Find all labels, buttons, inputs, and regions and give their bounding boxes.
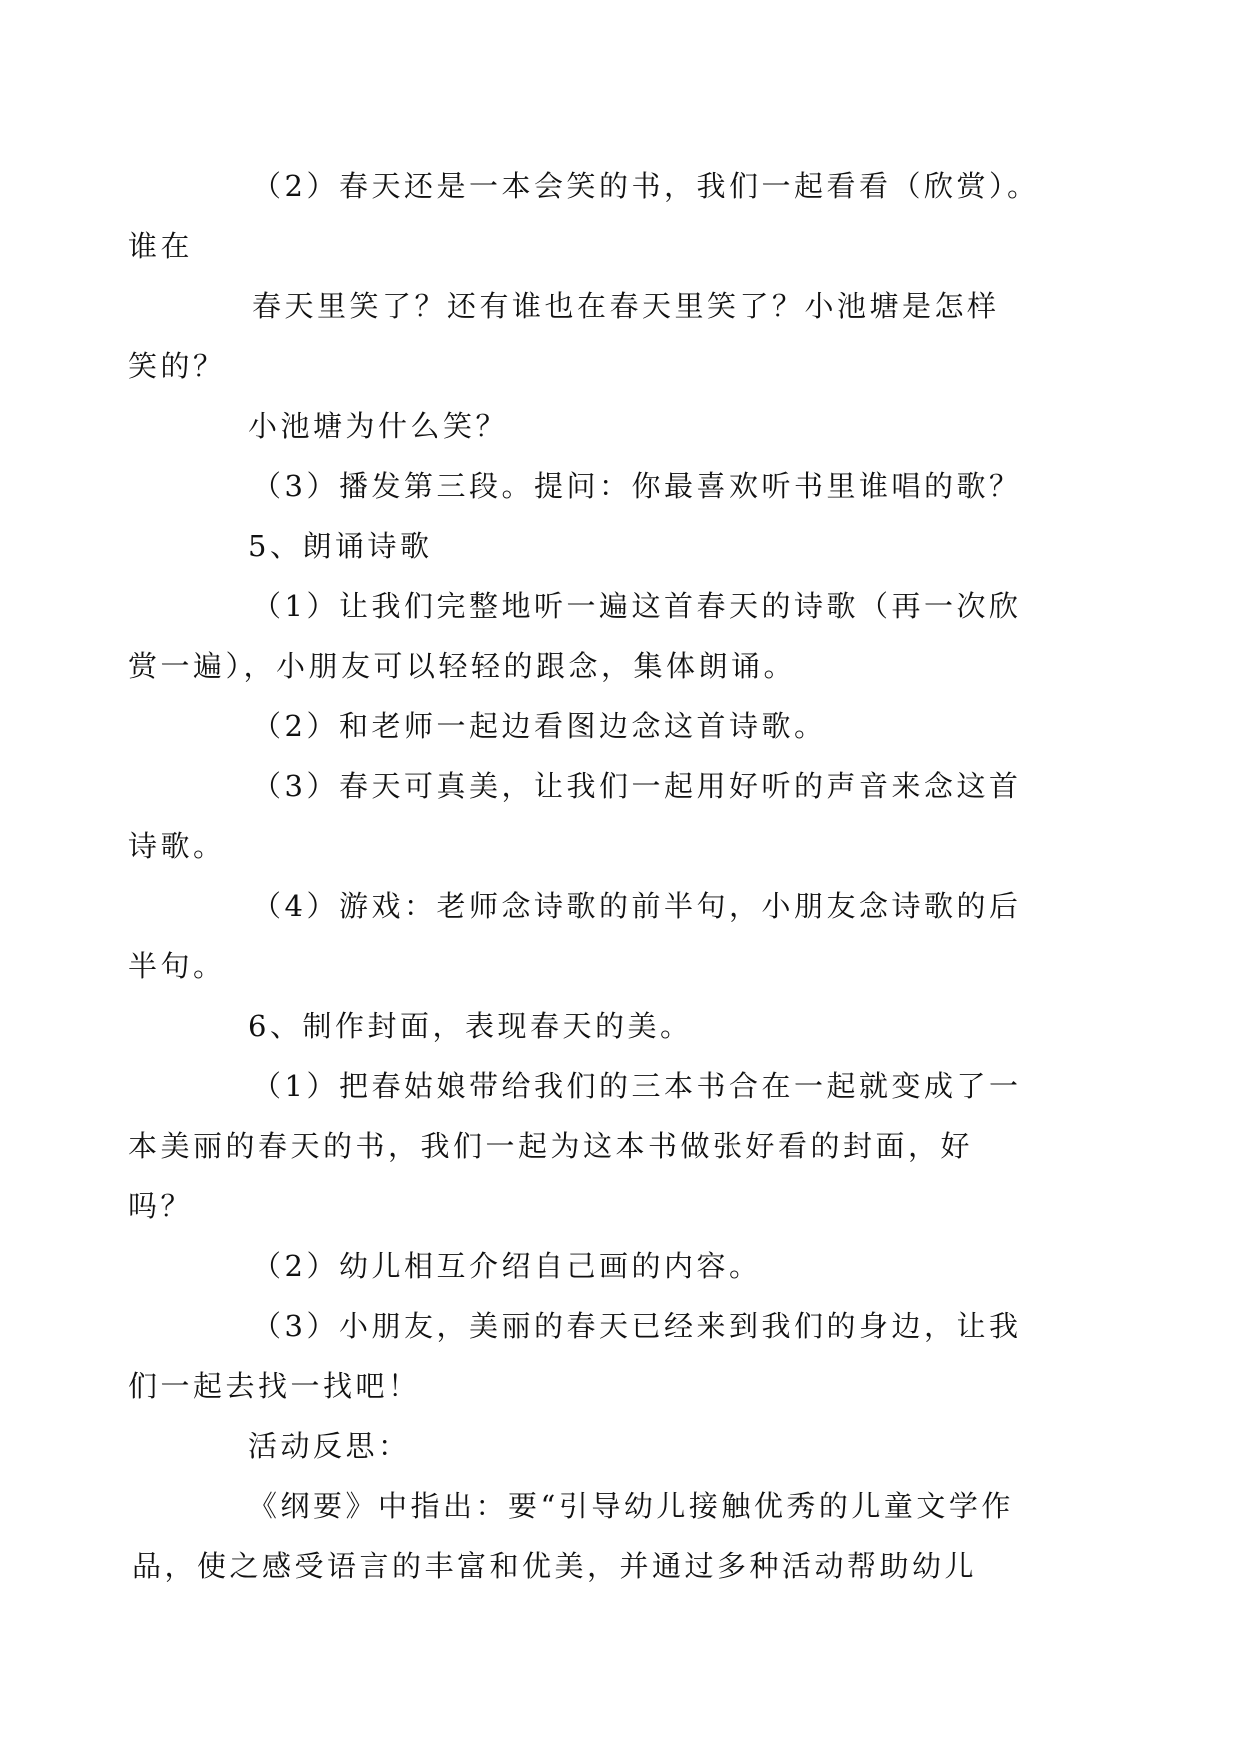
paragraph: （1）让我们完整地听一遍这首春天的诗歌（再一次欣 赏一遍），小朋友可以轻轻的跟念，集体朗诵。 [128, 589, 1022, 683]
paragraph: （2）幼儿相互介绍自己画的内容。 [252, 1249, 762, 1283]
section-heading: 5、朗诵诗歌 [248, 529, 433, 563]
paragraph: 《纲要》中指出：要“引导幼儿接触优秀的儿童文学作 品，使之感受语言的丰富和优美，并通过多种活动帮助幼儿 [132, 1489, 1014, 1583]
paragraph: （3）小朋友，美丽的春天已经来到我们的身边，让我 们一起去找一找吧！ [128, 1309, 1022, 1403]
paragraph: （4）游戏：老师念诗歌的前半句，小朋友念诗歌的后 半句。 [128, 889, 1022, 983]
paragraph: （2）春天还是一本会笑的书，我们一起看看（欣赏）。 谁在 [128, 169, 1040, 263]
section-heading: 6、制作封面，表现春天的美。 [248, 1009, 693, 1043]
section-heading: 活动反思： [248, 1429, 411, 1463]
paragraph: （1）把春姑娘带给我们的三本书合在一起就变成了一 本美丽的春天的书，我们一起为这本书做张好看的封面，好 吗？ [128, 1069, 1022, 1223]
paragraph: （3）春天可真美，让我们一起用好听的声音来念这首 诗歌。 [128, 769, 1022, 863]
paragraph: （2）和老师一起边看图边念这首诗歌。 [252, 709, 827, 743]
paragraph: （3）播发第三段。提问：你最喜欢听书里谁唱的歌？ [252, 469, 1022, 503]
paragraph: 小池塘为什么笑？ [248, 409, 509, 443]
paragraph: 春天里笑了？还有谁也在春天里笑了？小池塘是怎样 笑的？ [128, 289, 1000, 383]
document-body [128, 156, 1050, 1596]
